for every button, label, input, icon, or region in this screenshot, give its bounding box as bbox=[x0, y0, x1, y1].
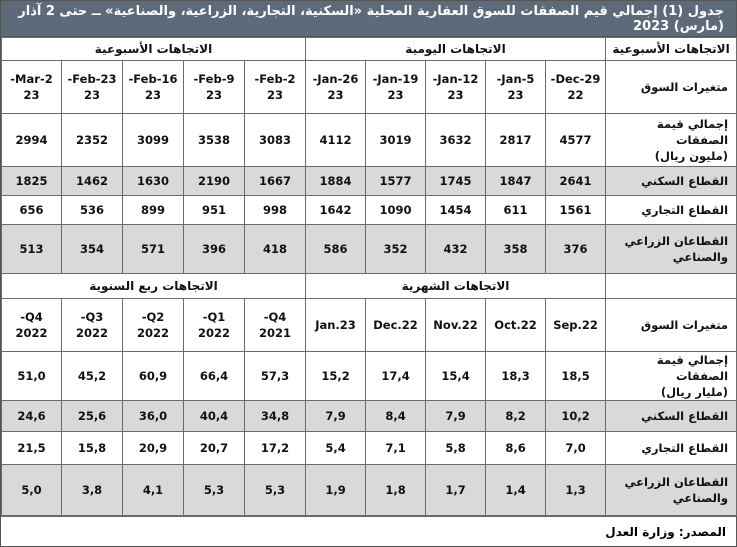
column-header bbox=[546, 61, 606, 114]
value-cell: 8,2 bbox=[486, 401, 546, 432]
column-header bbox=[123, 299, 184, 352]
value-cell: 656 bbox=[2, 196, 62, 225]
column-header-line: 23 bbox=[83, 88, 100, 102]
corner-cell: الاتجاهات الأسبوعية bbox=[606, 38, 737, 61]
value-cell: 5,8 bbox=[426, 432, 486, 465]
value-cell: 18,3 bbox=[486, 352, 546, 401]
value-cell: 21,5 bbox=[2, 432, 62, 465]
row-label-line: (مليون ريال) bbox=[654, 149, 729, 163]
column-header-line: 2022 bbox=[136, 326, 169, 340]
value-cell: 24,6 bbox=[2, 401, 62, 432]
value-cell: 1561 bbox=[546, 196, 606, 225]
value-cell: 1642 bbox=[306, 196, 366, 225]
value-cell: 418 bbox=[245, 225, 306, 274]
value-cell: 513 bbox=[2, 225, 62, 274]
value-cell: 2641 bbox=[546, 167, 606, 196]
value-cell: 899 bbox=[123, 196, 184, 225]
value-cell: 1825 bbox=[2, 167, 62, 196]
column-header-line: 22 bbox=[567, 88, 584, 102]
column-header bbox=[486, 61, 546, 114]
value-cell: 3083 bbox=[245, 114, 306, 167]
group-header: الاتجاهات ربع السنوية bbox=[2, 274, 306, 299]
value-cell: 7,0 bbox=[546, 432, 606, 465]
column-header-line: Q4- bbox=[263, 310, 287, 324]
value-cell: 5,4 bbox=[306, 432, 366, 465]
value-cell: 17,2 bbox=[245, 432, 306, 465]
column-header-line: 2022 bbox=[75, 326, 108, 340]
value-cell: 2190 bbox=[184, 167, 245, 196]
value-cell: 3538 bbox=[184, 114, 245, 167]
value-cell: 396 bbox=[184, 225, 245, 274]
column-header: Oct.22 bbox=[486, 299, 546, 352]
column-header-line: Q1- bbox=[202, 310, 226, 324]
value-cell: 4577 bbox=[546, 114, 606, 167]
value-cell: 4,1 bbox=[123, 465, 184, 516]
data-table bbox=[1, 37, 737, 516]
column-header bbox=[184, 299, 245, 352]
value-cell: 586 bbox=[306, 225, 366, 274]
row-label bbox=[606, 401, 737, 432]
row-label-line: القطاعان الزراعي bbox=[624, 234, 729, 248]
column-header-line: 23 bbox=[144, 88, 161, 102]
source-note: المصدر: وزارة العدل bbox=[1, 516, 736, 544]
column-header-line: 23 bbox=[23, 88, 40, 102]
column-header-line: 23 bbox=[447, 88, 464, 102]
value-cell: 20,9 bbox=[123, 432, 184, 465]
table-row bbox=[2, 225, 737, 274]
value-cell: 5,3 bbox=[184, 465, 245, 516]
table-title: جدول (1) إجمالي قيم الصفقات للسوق العقارية المحلية «السكنية، التجارية، الزراعية، والصناعية» ــ حتى 2 آذار (مارس) 2023 bbox=[1, 1, 736, 37]
row-label-line: القطاع التجاري bbox=[641, 203, 729, 217]
column-header bbox=[123, 61, 184, 114]
value-cell: 66,4 bbox=[184, 352, 245, 401]
column-header-line: Q3- bbox=[80, 310, 104, 324]
value-cell: 5,3 bbox=[245, 465, 306, 516]
value-cell: 376 bbox=[546, 225, 606, 274]
column-header-line: 5-Jan- bbox=[496, 72, 535, 86]
table-row bbox=[2, 432, 737, 465]
market-variables-header: متغيرات السوق bbox=[606, 299, 737, 352]
value-cell: 17,4 bbox=[366, 352, 426, 401]
group-header: الاتجاهات الشهرية bbox=[306, 274, 606, 299]
column-header bbox=[184, 61, 245, 114]
value-cell: 3019 bbox=[366, 114, 426, 167]
value-cell: 352 bbox=[366, 225, 426, 274]
value-cell: 1630 bbox=[123, 167, 184, 196]
row-label-line: والصناعي bbox=[672, 491, 729, 505]
value-cell: 1,7 bbox=[426, 465, 486, 516]
column-header-line: 19-Jan- bbox=[372, 72, 419, 86]
row-label bbox=[606, 225, 737, 274]
column-header-line: 23 bbox=[327, 88, 344, 102]
row-label-line: القطاع السكني bbox=[641, 409, 729, 423]
value-cell: 432 bbox=[426, 225, 486, 274]
value-cell: 1462 bbox=[62, 167, 123, 196]
column-header-line: 2022 bbox=[197, 326, 230, 340]
value-cell: 3,8 bbox=[62, 465, 123, 516]
row-label-line: والصناعي bbox=[672, 250, 729, 264]
value-cell: 51,0 bbox=[2, 352, 62, 401]
column-header bbox=[2, 61, 62, 114]
value-cell: 15,2 bbox=[306, 352, 366, 401]
value-cell: 3099 bbox=[123, 114, 184, 167]
row-label bbox=[606, 114, 737, 167]
row-label-line: إجمالي قيمة الصفقات bbox=[656, 353, 729, 383]
value-cell: 57,3 bbox=[245, 352, 306, 401]
column-header-line: 2022 bbox=[15, 326, 48, 340]
row-label-line: القطاع التجاري bbox=[641, 441, 729, 455]
value-cell: 7,9 bbox=[306, 401, 366, 432]
value-cell: 354 bbox=[62, 225, 123, 274]
column-header bbox=[62, 299, 123, 352]
row-label-line: القطاع السكني bbox=[641, 174, 729, 188]
table-row bbox=[2, 465, 737, 516]
value-cell: 45,2 bbox=[62, 352, 123, 401]
column-header bbox=[306, 61, 366, 114]
column-header bbox=[2, 299, 62, 352]
value-cell: 1667 bbox=[245, 167, 306, 196]
value-cell: 611 bbox=[486, 196, 546, 225]
column-header-line: 2-Feb- bbox=[254, 72, 296, 86]
value-cell: 1847 bbox=[486, 167, 546, 196]
row-label-line: إجمالي قيمة الصفقات bbox=[656, 117, 729, 147]
value-cell: 7,1 bbox=[366, 432, 426, 465]
value-cell: 34,8 bbox=[245, 401, 306, 432]
value-cell: 1454 bbox=[426, 196, 486, 225]
value-cell: 1,4 bbox=[486, 465, 546, 516]
value-cell: 2352 bbox=[62, 114, 123, 167]
value-cell: 1090 bbox=[366, 196, 426, 225]
table-row bbox=[2, 114, 737, 167]
value-cell: 20,7 bbox=[184, 432, 245, 465]
value-cell: 1,3 bbox=[546, 465, 606, 516]
column-header: Sep.22 bbox=[546, 299, 606, 352]
column-header-line: 23 bbox=[205, 88, 222, 102]
table-row bbox=[2, 352, 737, 401]
value-cell: 4112 bbox=[306, 114, 366, 167]
value-cell: 8,6 bbox=[486, 432, 546, 465]
value-cell: 571 bbox=[123, 225, 184, 274]
value-cell: 10,2 bbox=[546, 401, 606, 432]
value-cell: 15,4 bbox=[426, 352, 486, 401]
value-cell: 1745 bbox=[426, 167, 486, 196]
value-cell: 1,9 bbox=[306, 465, 366, 516]
table-row bbox=[2, 196, 737, 225]
corner-cell bbox=[606, 274, 737, 299]
value-cell: 1577 bbox=[366, 167, 426, 196]
column-header bbox=[426, 61, 486, 114]
value-cell: 951 bbox=[184, 196, 245, 225]
column-header-line: 2021 bbox=[258, 326, 291, 340]
table-row bbox=[2, 401, 737, 432]
value-cell: 998 bbox=[245, 196, 306, 225]
value-cell: 7,9 bbox=[426, 401, 486, 432]
table-row bbox=[2, 167, 737, 196]
row-label bbox=[606, 167, 737, 196]
column-header: Dec.22 bbox=[366, 299, 426, 352]
column-header bbox=[366, 61, 426, 114]
group-header: الاتجاهات الأسبوعية bbox=[2, 38, 306, 61]
market-variables-header: متغيرات السوق bbox=[606, 61, 737, 114]
value-cell: 8,4 bbox=[366, 401, 426, 432]
value-cell: 18,5 bbox=[546, 352, 606, 401]
row-label bbox=[606, 465, 737, 516]
value-cell: 1,8 bbox=[366, 465, 426, 516]
column-header-line: 29-Dec- bbox=[550, 72, 601, 86]
value-cell: 36,0 bbox=[123, 401, 184, 432]
value-cell: 3632 bbox=[426, 114, 486, 167]
column-header-line: 12-Jan- bbox=[432, 72, 479, 86]
column-header-line: Q4- bbox=[20, 310, 43, 324]
value-cell: 60,9 bbox=[123, 352, 184, 401]
value-cell: 1884 bbox=[306, 167, 366, 196]
column-header bbox=[62, 61, 123, 114]
row-label bbox=[606, 196, 737, 225]
row-label bbox=[606, 432, 737, 465]
row-label bbox=[606, 352, 737, 401]
column-header: Jan.23 bbox=[306, 299, 366, 352]
value-cell: 5,0 bbox=[2, 465, 62, 516]
column-header bbox=[245, 61, 306, 114]
column-header-line: 16-Feb- bbox=[128, 72, 178, 86]
column-header-line: 23-Feb- bbox=[67, 72, 117, 86]
column-header-line: 23 bbox=[507, 88, 524, 102]
column-header-line: 2-Mar- bbox=[10, 72, 53, 86]
value-cell: 536 bbox=[62, 196, 123, 225]
value-cell: 2994 bbox=[2, 114, 62, 167]
column-header-line: 23 bbox=[387, 88, 404, 102]
column-header-line: 9-Feb- bbox=[193, 72, 235, 86]
value-cell: 25,6 bbox=[62, 401, 123, 432]
column-header: Nov.22 bbox=[426, 299, 486, 352]
column-header-line: 26-Jan- bbox=[312, 72, 359, 86]
value-cell: 40,4 bbox=[184, 401, 245, 432]
column-header bbox=[245, 299, 306, 352]
value-cell: 15,8 bbox=[62, 432, 123, 465]
column-header-line: 23 bbox=[266, 88, 283, 102]
row-label-line: القطاعان الزراعي bbox=[624, 475, 729, 489]
value-cell: 2817 bbox=[486, 114, 546, 167]
row-label-line: (مليار ريال) bbox=[660, 385, 729, 399]
column-header-line: Q2- bbox=[141, 310, 165, 324]
value-cell: 358 bbox=[486, 225, 546, 274]
group-header: الاتجاهات اليومية bbox=[306, 38, 606, 61]
